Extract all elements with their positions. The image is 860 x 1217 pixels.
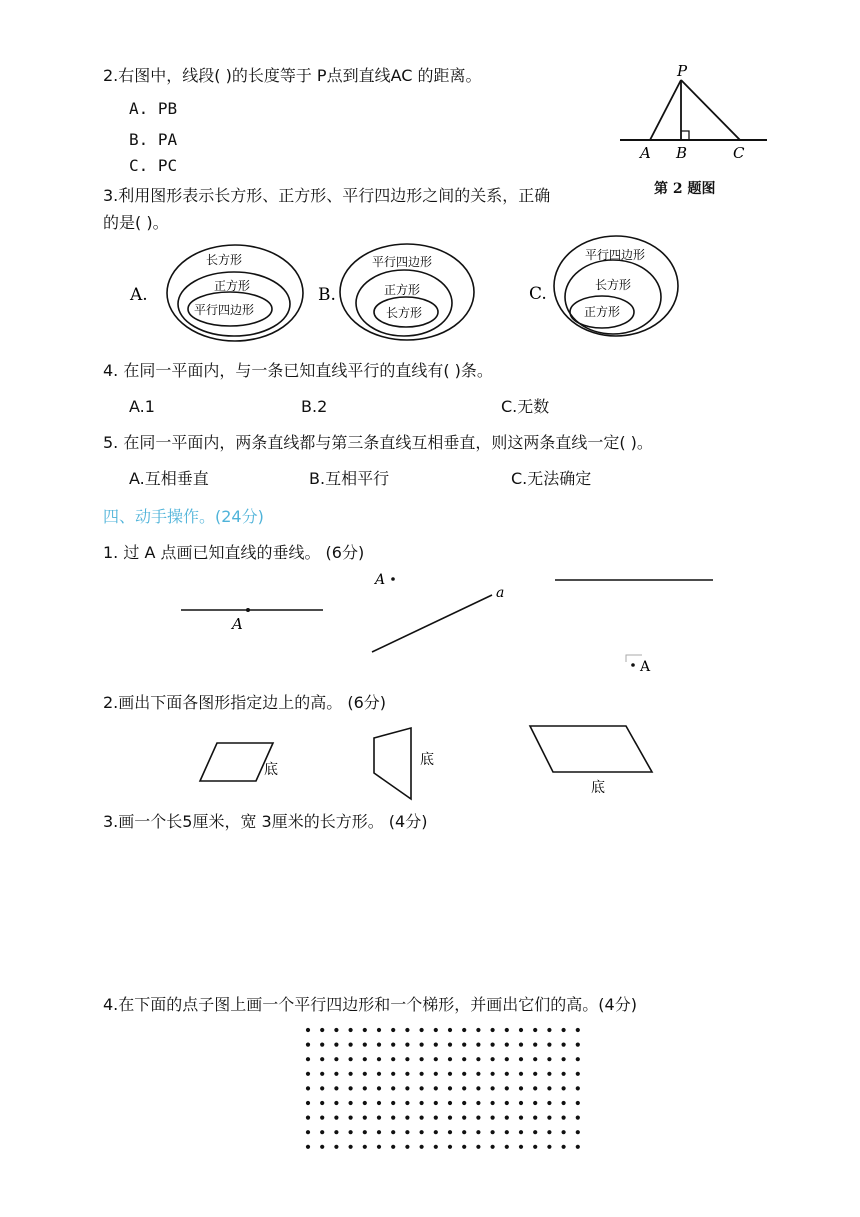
grid-dot <box>519 1072 523 1076</box>
grid-dot <box>576 1145 580 1149</box>
grid-dot <box>448 1072 452 1076</box>
grid-dot <box>448 1057 452 1061</box>
grid-dot <box>434 1028 438 1032</box>
grid-dot <box>306 1130 310 1134</box>
grid-dot <box>334 1028 338 1032</box>
grid-dot <box>505 1116 509 1120</box>
grid-dot <box>491 1086 495 1090</box>
grid-dot <box>391 1116 395 1120</box>
grid-dot <box>405 1043 409 1047</box>
grid-dot <box>306 1072 310 1076</box>
grid-dot <box>562 1101 566 1105</box>
q4-stem: 4. 在同一平面内，与一条已知直线平行的直线有( )条。 <box>103 361 493 380</box>
s4q2-parallelogram-large <box>525 722 660 797</box>
grid-dot <box>505 1043 509 1047</box>
q3-b-inner: 长方形 <box>386 306 423 320</box>
q4-option-c: C.无数 <box>501 397 550 416</box>
grid-dot <box>306 1086 310 1090</box>
grid-dot <box>476 1072 480 1076</box>
grid-dot <box>391 1028 395 1032</box>
grid-dot <box>491 1130 495 1134</box>
grid-dot <box>349 1116 353 1120</box>
grid-dot <box>476 1057 480 1061</box>
grid-dot <box>405 1130 409 1134</box>
grid-dot <box>363 1028 367 1032</box>
grid-dot <box>306 1101 310 1105</box>
grid-dot <box>405 1072 409 1076</box>
q2-point-c: C <box>733 144 745 162</box>
q3-venn-option-c <box>529 233 709 343</box>
grid-dot <box>434 1130 438 1134</box>
grid-dot <box>462 1130 466 1134</box>
s4q1-figure-2 <box>368 568 518 660</box>
q3-a-outer: 长方形 <box>206 253 243 267</box>
grid-dot <box>576 1130 580 1134</box>
grid-dot <box>491 1116 495 1120</box>
grid-dot <box>519 1145 523 1149</box>
grid-dot <box>391 1130 395 1134</box>
s4q1-fig2-line: a <box>496 585 505 601</box>
grid-dot <box>462 1116 466 1120</box>
q2-point-b: B <box>676 144 688 162</box>
q2-figure-caption: 第 2 题图 <box>654 181 716 197</box>
grid-dot <box>547 1130 551 1134</box>
grid-dot <box>334 1116 338 1120</box>
grid-dot <box>306 1057 310 1061</box>
q5-option-b: B.互相平行 <box>309 469 390 488</box>
s4q2-base-2: 底 <box>420 752 434 768</box>
grid-dot <box>363 1130 367 1134</box>
grid-dot <box>491 1043 495 1047</box>
grid-dot <box>420 1101 424 1105</box>
grid-dot <box>349 1086 353 1090</box>
grid-dot <box>476 1101 480 1105</box>
s4q1-stem: 1. 过 A 点画已知直线的垂线。 (6分) <box>103 543 365 562</box>
grid-dot <box>505 1028 509 1032</box>
grid-dot <box>363 1145 367 1149</box>
grid-dot <box>491 1101 495 1105</box>
q3-stem-line2: 的是( )。 <box>103 213 169 232</box>
s4q2-stem: 2.画出下面各图形指定边上的高。 (6分) <box>103 693 387 712</box>
grid-dot <box>576 1028 580 1032</box>
grid-dot <box>562 1145 566 1149</box>
grid-dot <box>562 1057 566 1061</box>
grid-dot <box>434 1101 438 1105</box>
grid-dot <box>377 1057 381 1061</box>
grid-dot <box>519 1101 523 1105</box>
grid-dot <box>533 1145 537 1149</box>
q3-c-inner: 正方形 <box>584 305 621 319</box>
grid-dot <box>349 1072 353 1076</box>
grid-dot <box>349 1145 353 1149</box>
grid-dot <box>533 1028 537 1032</box>
grid-dot <box>420 1072 424 1076</box>
grid-dot <box>434 1043 438 1047</box>
grid-dot <box>377 1145 381 1149</box>
q3-venn-option-b <box>318 240 498 345</box>
grid-dot <box>547 1028 551 1032</box>
grid-dot <box>505 1130 509 1134</box>
q3-c-label: C. <box>529 284 547 304</box>
q2-point-p: P <box>677 62 688 80</box>
grid-dot <box>576 1086 580 1090</box>
grid-dot <box>377 1101 381 1105</box>
grid-dot <box>462 1072 466 1076</box>
grid-dot <box>476 1116 480 1120</box>
grid-dot <box>505 1145 509 1149</box>
q2-triangle-figure <box>615 60 775 165</box>
grid-dot <box>320 1145 324 1149</box>
q3-a-label: A. <box>130 285 148 305</box>
grid-dot <box>519 1028 523 1032</box>
q3-a-inner: 平行四边形 <box>194 303 255 317</box>
section-heading: 四、动手操作。(24分) <box>103 507 264 526</box>
grid-dot <box>320 1072 324 1076</box>
q3-c-middle: 长方形 <box>595 278 632 292</box>
grid-dot <box>533 1116 537 1120</box>
grid-dot <box>519 1116 523 1120</box>
grid-dot <box>562 1072 566 1076</box>
grid-dot <box>462 1101 466 1105</box>
grid-dot <box>377 1086 381 1090</box>
s4q4-stem: 4.在下面的点子图上画一个平行四边形和一个梯形，并画出它们的高。(4分) <box>103 995 637 1014</box>
grid-dot <box>562 1116 566 1120</box>
grid-dot <box>434 1116 438 1120</box>
q2-option-a: A. PB <box>129 99 178 118</box>
q3-a-middle: 正方形 <box>214 279 251 293</box>
grid-dot <box>547 1043 551 1047</box>
s4q3-stem: 3.画一个长5厘米，宽 3厘米的长方形。 (4分) <box>103 812 428 831</box>
grid-dot <box>391 1145 395 1149</box>
grid-dot <box>320 1043 324 1047</box>
grid-dot <box>420 1086 424 1090</box>
s4q1-fig2-point: A <box>375 572 386 588</box>
grid-dot <box>562 1086 566 1090</box>
grid-dot <box>420 1028 424 1032</box>
grid-dot <box>476 1145 480 1149</box>
q2-option-b: B. PA <box>129 130 178 149</box>
grid-dot <box>448 1145 452 1149</box>
grid-dot <box>505 1086 509 1090</box>
grid-dot <box>405 1116 409 1120</box>
grid-dot <box>391 1101 395 1105</box>
grid-dot <box>533 1101 537 1105</box>
grid-dot <box>320 1086 324 1090</box>
grid-dot <box>491 1028 495 1032</box>
grid-dot <box>377 1072 381 1076</box>
grid-dot <box>547 1116 551 1120</box>
grid-dot <box>377 1043 381 1047</box>
q5-option-a: A.互相垂直 <box>129 469 209 488</box>
grid-dot <box>420 1057 424 1061</box>
grid-dot <box>420 1130 424 1134</box>
s4q2-parallelogram-small <box>195 736 295 786</box>
grid-dot <box>505 1072 509 1076</box>
grid-dot <box>349 1057 353 1061</box>
grid-dot <box>505 1057 509 1061</box>
grid-dot <box>448 1116 452 1120</box>
grid-dot <box>562 1043 566 1047</box>
grid-dot <box>320 1116 324 1120</box>
grid-dot <box>306 1043 310 1047</box>
grid-dot <box>391 1072 395 1076</box>
s4q1-fig1-label: A <box>232 615 243 633</box>
grid-dot <box>519 1057 523 1061</box>
grid-dot <box>462 1086 466 1090</box>
grid-dot <box>547 1086 551 1090</box>
grid-dot <box>576 1043 580 1047</box>
grid-dot <box>533 1057 537 1061</box>
grid-dot <box>434 1072 438 1076</box>
s4q2-base-1: 底 <box>264 762 278 778</box>
grid-dot <box>533 1072 537 1076</box>
s4q2-trapezoid <box>365 724 445 804</box>
grid-dot <box>562 1028 566 1032</box>
grid-dot <box>420 1145 424 1149</box>
s4q4-dot-grid <box>300 1024 590 1149</box>
grid-dot <box>434 1145 438 1149</box>
grid-dot <box>334 1145 338 1149</box>
grid-dot <box>519 1086 523 1090</box>
grid-dot <box>491 1057 495 1061</box>
grid-dot <box>306 1116 310 1120</box>
q3-b-outer: 平行四边形 <box>372 255 433 269</box>
grid-dot <box>462 1145 466 1149</box>
grid-dot <box>576 1057 580 1061</box>
grid-dot <box>320 1101 324 1105</box>
grid-dot <box>420 1043 424 1047</box>
grid-dot <box>363 1116 367 1120</box>
grid-dot <box>334 1072 338 1076</box>
grid-dot <box>377 1130 381 1134</box>
grid-dot <box>448 1130 452 1134</box>
grid-dot <box>363 1086 367 1090</box>
grid-dot <box>448 1086 452 1090</box>
grid-dot <box>533 1130 537 1134</box>
grid-dot <box>547 1101 551 1105</box>
grid-dot <box>405 1101 409 1105</box>
grid-dot <box>476 1130 480 1134</box>
grid-dot <box>391 1086 395 1090</box>
q2-stem: 2.右图中，线段( )的长度等于 P点到直线AC 的距离。 <box>103 66 482 85</box>
grid-dot <box>434 1057 438 1061</box>
grid-dot <box>363 1101 367 1105</box>
q3-c-outer: 平行四边形 <box>585 248 646 262</box>
grid-dot <box>576 1072 580 1076</box>
grid-dot <box>405 1057 409 1061</box>
q3-b-middle: 正方形 <box>384 283 421 297</box>
grid-dot <box>491 1072 495 1076</box>
grid-dot <box>320 1028 324 1032</box>
grid-dot <box>334 1086 338 1090</box>
grid-dot <box>391 1057 395 1061</box>
q2-option-c: C. PC <box>129 156 178 175</box>
grid-dot <box>306 1028 310 1032</box>
grid-dot <box>320 1057 324 1061</box>
grid-dot <box>334 1043 338 1047</box>
grid-dot <box>377 1028 381 1032</box>
s4q1-figure-3 <box>550 570 720 680</box>
grid-dot <box>547 1072 551 1076</box>
grid-dot <box>405 1086 409 1090</box>
grid-dot <box>349 1130 353 1134</box>
s4q1-fig3-point: A <box>640 659 651 675</box>
grid-dot <box>519 1130 523 1134</box>
grid-dot <box>391 1043 395 1047</box>
grid-dot <box>448 1101 452 1105</box>
grid-dot <box>533 1086 537 1090</box>
q3-b-label: B. <box>318 285 336 305</box>
s4q2-base-3: 底 <box>591 780 605 796</box>
grid-dot <box>306 1145 310 1149</box>
grid-dot <box>349 1043 353 1047</box>
s4q1-figure-1 <box>175 600 335 640</box>
grid-dot <box>448 1028 452 1032</box>
grid-dot <box>363 1072 367 1076</box>
q2-point-a: A <box>640 144 651 162</box>
grid-dot <box>562 1130 566 1134</box>
q5-stem: 5. 在同一平面内，两条直线都与第三条直线互相垂直，则这两条直线一定( )。 <box>103 433 653 452</box>
grid-dot <box>363 1043 367 1047</box>
q3-venn-option-a <box>128 238 308 343</box>
grid-dot <box>476 1028 480 1032</box>
grid-dot <box>349 1028 353 1032</box>
grid-dot <box>334 1130 338 1134</box>
grid-dot <box>533 1043 537 1047</box>
grid-dot <box>420 1116 424 1120</box>
grid-dot <box>462 1043 466 1047</box>
q3-stem-line1: 3.利用图形表示长方形、正方形、平行四边形之间的关系，正确 <box>103 186 551 205</box>
grid-dot <box>349 1101 353 1105</box>
grid-dot <box>476 1086 480 1090</box>
grid-dot <box>320 1130 324 1134</box>
grid-dot <box>505 1101 509 1105</box>
grid-dot <box>491 1145 495 1149</box>
grid-dot <box>547 1145 551 1149</box>
q4-option-b: B.2 <box>301 397 328 416</box>
grid-dot <box>334 1101 338 1105</box>
grid-dot <box>405 1028 409 1032</box>
grid-dot <box>476 1043 480 1047</box>
grid-dot <box>448 1043 452 1047</box>
grid-dot <box>462 1028 466 1032</box>
grid-dot <box>576 1116 580 1120</box>
grid-dot <box>363 1057 367 1061</box>
grid-dot <box>576 1101 580 1105</box>
grid-dot <box>462 1057 466 1061</box>
grid-dot <box>434 1086 438 1090</box>
q5-option-c: C.无法确定 <box>511 469 592 488</box>
q4-option-a: A.1 <box>129 397 155 416</box>
grid-dot <box>334 1057 338 1061</box>
grid-dot <box>547 1057 551 1061</box>
grid-dot <box>405 1145 409 1149</box>
grid-dot <box>377 1116 381 1120</box>
grid-dot <box>519 1043 523 1047</box>
